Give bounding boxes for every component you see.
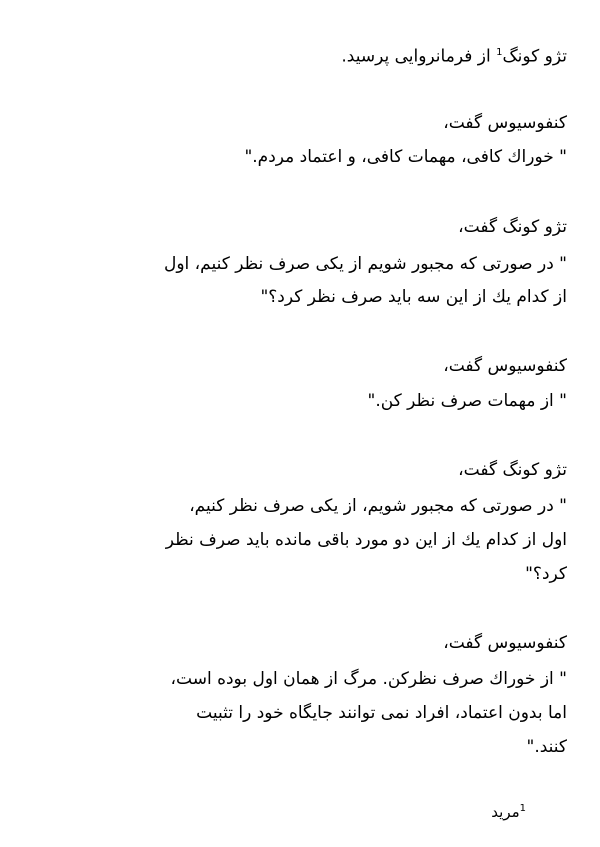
speaker-label: کنفوسیوس گفت، <box>443 633 567 653</box>
footnote-mark: 1 <box>519 803 526 814</box>
speaker-label: تژو کونگ گفت، <box>458 217 567 237</box>
dialogue-line: " خوراك کافی، مهمات کافی، و اعتماد مردم." <box>244 147 567 167</box>
speaker-label: کنفوسیوس گفت، <box>443 356 567 376</box>
footnote-text: مرید <box>491 803 520 821</box>
dialogue-line: کنند." <box>526 737 567 757</box>
dialogue-line: اول از کدام یك از این دو مورد باقی مانده باید صرف نظر <box>165 530 567 550</box>
footnote <box>491 803 526 821</box>
dialogue-line: اما بدون اعتماد، افراد نمی توانند جایگاه خود را تثبیت <box>196 703 567 723</box>
dialogue-line: از کدام یك از این سه باید صرف نظر کرد؟" <box>260 287 567 307</box>
opening-line <box>341 41 567 69</box>
opening-after-mark: از فرمانروایی پرسید. <box>341 46 497 67</box>
dialogue-line: " از مهمات صرف نظر کن." <box>367 391 567 411</box>
footnote-marker: 1 <box>496 47 503 58</box>
dialogue-line: کرد؟" <box>525 564 567 584</box>
dialogue-line: " در صورتی که مجبور شویم، از یکی صرف نظر کنیم، <box>189 496 567 516</box>
speaker-label: تژو کونگ گفت، <box>458 460 567 480</box>
speaker-label: کنفوسیوس گفت، <box>443 113 567 133</box>
dialogue-line: " از خوراك صرف نظرکن. مرگ از همان اول بوده است، <box>170 669 567 689</box>
opening-before-mark: تژو کونگ <box>502 46 567 67</box>
dialogue-line: " در صورتی که مجبور شویم از یکی صرف نظر کنیم، اول <box>163 254 567 274</box>
